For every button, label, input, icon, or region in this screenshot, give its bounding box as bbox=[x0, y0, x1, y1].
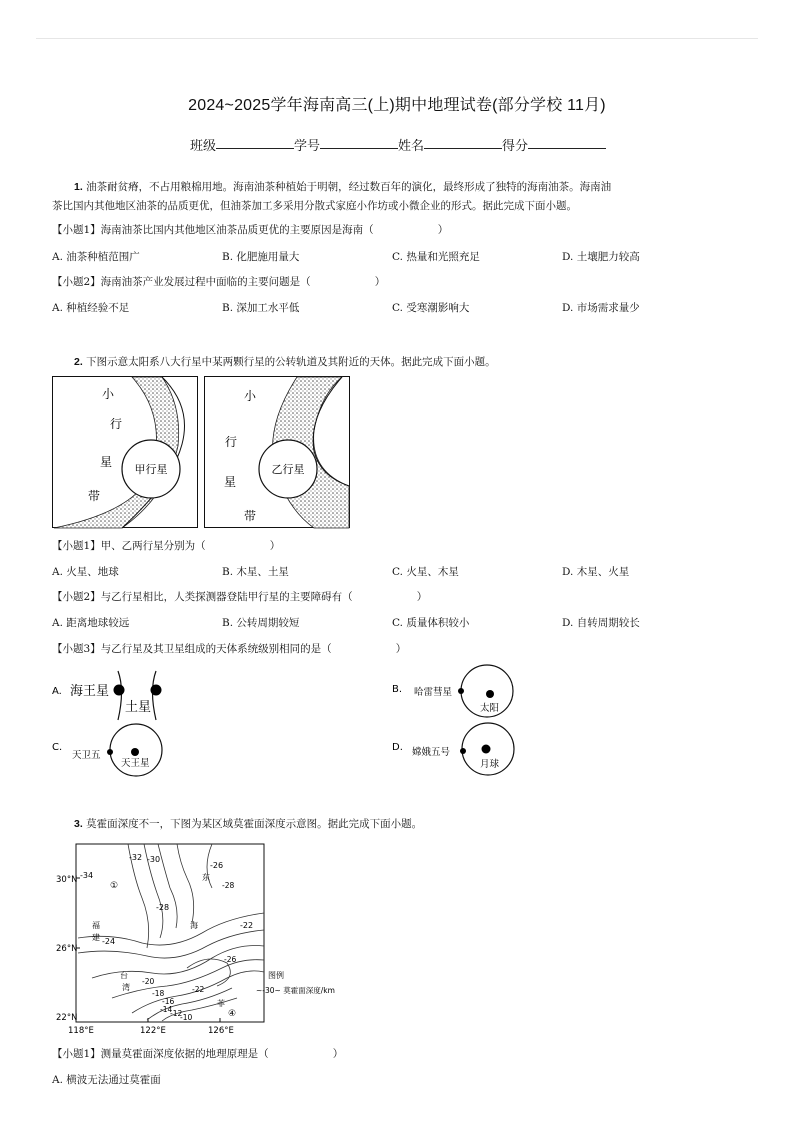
lon-122: 122°E bbox=[140, 1026, 166, 1036]
q2-sub2-option-c[interactable]: C. 质量体积较小 bbox=[392, 617, 470, 629]
q1-number: 1. bbox=[74, 181, 83, 193]
miranda-dot bbox=[107, 749, 113, 755]
moon-dot bbox=[482, 745, 491, 754]
place-jian: 建 bbox=[92, 933, 100, 942]
contour-label-32: -32 bbox=[129, 853, 143, 862]
q2-sub1-text: 【小题1】甲、乙两行星分别为（ bbox=[52, 540, 206, 552]
map-frame bbox=[76, 844, 264, 1022]
contour-label-34: -34 bbox=[80, 871, 94, 880]
contour-label-18: -18 bbox=[152, 989, 165, 998]
contour-label-22b: -22 bbox=[192, 985, 205, 994]
q1-sub1-close: ） bbox=[437, 224, 449, 236]
q2-sub1-options bbox=[52, 564, 732, 579]
q3-stem-text: 莫霍面深度不一，下图为某区域莫霍面深度示意图。据此完成下面小题。 bbox=[86, 818, 423, 830]
contour-label-30: -30 bbox=[147, 855, 161, 864]
place-1: ① bbox=[110, 881, 119, 891]
score-blank[interactable] bbox=[528, 135, 606, 149]
contour-label-28b: -28 bbox=[222, 881, 235, 890]
q2-sub3-option-c[interactable] bbox=[52, 722, 182, 778]
name-label: 姓名 bbox=[398, 138, 425, 153]
contour-label-24: -24 bbox=[102, 937, 116, 946]
option-c-label2: 天王星 bbox=[121, 758, 150, 769]
option-b-label1: 哈雷彗星 bbox=[414, 687, 453, 698]
option-a-label2: 土星 bbox=[125, 700, 152, 715]
q2-sub1-option-c[interactable]: C. 火星、木星 bbox=[392, 566, 459, 578]
contour-label-20: -20 bbox=[142, 977, 155, 986]
belt-char-b-2: 行 bbox=[225, 435, 238, 449]
option-b-letter: B. bbox=[392, 684, 403, 695]
name-blank[interactable] bbox=[424, 135, 502, 149]
q2-sub3-stem bbox=[52, 641, 406, 656]
q2-sub1-stem bbox=[52, 538, 280, 553]
q1-sub1-stem bbox=[52, 222, 448, 237]
neptune-dot bbox=[114, 685, 125, 696]
q1-sub1-text: 【小题1】海南油茶比国内其他地区油茶品质更优的主要原因是海南（ bbox=[52, 224, 374, 236]
contour-label-10: -10 bbox=[180, 1013, 193, 1022]
contour-label-22: -22 bbox=[240, 921, 254, 930]
option-b-label2: 太阳 bbox=[480, 703, 500, 714]
student-info-row bbox=[190, 135, 606, 154]
place-fu: 福 bbox=[92, 921, 100, 930]
legend-text: ~-30~ 莫霍面深度/km bbox=[256, 986, 335, 995]
lat-26: 26°N bbox=[56, 944, 78, 954]
q3-sub1-text: 【小题1】测量莫霍面深度依据的地理原理是（ bbox=[52, 1048, 269, 1060]
place-4: ④ bbox=[228, 1009, 237, 1019]
option-c-label1: 天卫五 bbox=[72, 750, 101, 761]
q1-sub1-option-a[interactable]: A. 油茶种植范围广 bbox=[52, 251, 140, 263]
q1-sub2-text: 【小题2】海南油茶产业发展过程中面临的主要问题是（ bbox=[52, 276, 311, 288]
place-dong: 东 bbox=[202, 873, 210, 882]
legend-title: 图例 bbox=[268, 971, 284, 980]
planet-b-label: 乙行星 bbox=[271, 463, 305, 476]
class-label: 班级 bbox=[190, 138, 217, 153]
option-a-label1: 海王星 bbox=[70, 684, 110, 699]
halley-dot bbox=[458, 688, 464, 694]
q1-stem-line1 bbox=[74, 178, 754, 196]
q1-sub2-options bbox=[52, 300, 732, 315]
belt-char-a-2: 行 bbox=[110, 417, 123, 431]
top-divider bbox=[36, 38, 758, 39]
q1-sub1-option-b[interactable]: B. 化肥施用量大 bbox=[222, 251, 300, 263]
q3-sub1-option-a[interactable]: A. 横波无法通过莫霍面 bbox=[52, 1074, 161, 1086]
belt-char-a-1: 小 bbox=[102, 387, 115, 401]
q2-stem-text: 下图示意太阳系八大行星中某两颗行星的公转轨道及其附近的天体。据此完成下面小题。 bbox=[86, 356, 496, 368]
q1-sub1-option-d[interactable]: D. 土壤肥力较高 bbox=[562, 251, 640, 263]
q2-sub2-option-b[interactable]: B. 公转周期较短 bbox=[222, 617, 300, 629]
q1-sub1-option-c[interactable]: C. 热量和光照充足 bbox=[392, 251, 480, 263]
score-label: 得分 bbox=[502, 138, 529, 153]
q1-stem-line2: 茶比国内其他地区油茶的品质更优，但油茶加工多采用分散式家庭小作坊或小微企业的形式。据此完成下面小题。 bbox=[52, 200, 577, 212]
q2-sub1-option-a[interactable]: A. 火星、地球 bbox=[52, 566, 119, 578]
q3-number: 3. bbox=[74, 818, 83, 830]
page-title: 2024~2025学年海南高三(上)期中地理试卷(部分学校 11月) bbox=[188, 97, 606, 114]
q2-sub2-option-a[interactable]: A. 距离地球较远 bbox=[52, 617, 130, 629]
q1-sub2-option-c[interactable]: C. 受寒潮影响大 bbox=[392, 302, 470, 314]
q2-sub3-option-a[interactable] bbox=[52, 670, 182, 726]
q2-sub3-option-b[interactable] bbox=[392, 664, 522, 720]
lat-30: 30°N bbox=[56, 875, 78, 885]
q2-figure-orbits bbox=[52, 376, 352, 530]
q2-sub2-option-d[interactable]: D. 自转周期较长 bbox=[562, 617, 640, 629]
uranus-dot bbox=[131, 748, 139, 756]
contour-label-12: -12 bbox=[170, 1009, 183, 1018]
option-d-letter: D. bbox=[392, 742, 403, 753]
contour-label-26b: -26 bbox=[224, 955, 237, 964]
place-wan: 湾 bbox=[122, 983, 130, 992]
q2-sub3-close: ） bbox=[395, 643, 407, 655]
option-d-label2: 月球 bbox=[480, 759, 500, 770]
q1-sub2-option-a[interactable]: A. 种植经验不足 bbox=[52, 302, 130, 314]
place-tai: 台 bbox=[120, 971, 128, 980]
q1-sub2-stem bbox=[52, 274, 385, 289]
id-blank[interactable] bbox=[320, 135, 398, 149]
q2-sub3-option-d[interactable] bbox=[392, 722, 522, 778]
q3-moho-map bbox=[52, 838, 352, 1038]
q2-sub2-stem bbox=[52, 589, 427, 604]
id-label: 学号 bbox=[294, 138, 321, 153]
q2-sub1-close: ） bbox=[269, 540, 281, 552]
saturn-dot bbox=[151, 685, 162, 696]
q2-sub1-option-d[interactable]: D. 木星、火星 bbox=[562, 566, 630, 578]
q2-sub2-options bbox=[52, 615, 732, 630]
option-c-letter: C. bbox=[52, 742, 63, 753]
q2-sub1-option-b[interactable]: B. 木星、土星 bbox=[222, 566, 289, 578]
q3-stem bbox=[74, 815, 754, 833]
contour-label-16: -16 bbox=[162, 997, 175, 1006]
q2-sub3-text: 【小题3】与乙行星及其卫星组成的天体系统级别相同的是（ bbox=[52, 643, 332, 655]
q2-number: 2. bbox=[74, 356, 83, 368]
place-hai: 海 bbox=[190, 921, 198, 930]
q2-sub2-close: ） bbox=[416, 591, 428, 603]
belt-char-b-4: 带 bbox=[244, 509, 257, 523]
q1-sub2-option-b[interactable]: B. 深加工水平低 bbox=[222, 302, 300, 314]
q1-stem-text1: 油茶耐贫瘠，不占用粮棉用地。海南油茶种植始于明朝，经过数百年的演化，最终形成了独特的海南油茶。海南油 bbox=[86, 181, 612, 193]
belt-char-a-3: 星 bbox=[100, 455, 113, 469]
q1-sub1-options bbox=[52, 249, 732, 264]
lon-118: 118°E bbox=[68, 1026, 94, 1036]
option-a-letter: A. bbox=[52, 686, 62, 697]
q2-sub2-text: 【小题2】与乙行星相比，人类探测器登陆甲行星的主要障碍有（ bbox=[52, 591, 353, 603]
belt-char-a-4: 带 bbox=[88, 489, 101, 503]
contour-label-14: -14 bbox=[160, 1005, 173, 1014]
lon-126: 126°E bbox=[208, 1026, 234, 1036]
belt-char-b-3: 星 bbox=[224, 475, 237, 489]
q3-sub1-stem bbox=[52, 1046, 343, 1061]
belt-char-b-1: 小 bbox=[244, 389, 257, 403]
q1-sub2-close: ） bbox=[374, 276, 386, 288]
place-fei: 菲 bbox=[217, 999, 225, 1008]
q3-sub1-options bbox=[52, 1072, 352, 1087]
class-blank[interactable] bbox=[216, 135, 294, 149]
change5-dot bbox=[460, 748, 466, 754]
contour-label-26: -26 bbox=[210, 861, 224, 870]
q2-stem bbox=[74, 353, 754, 371]
q1-sub2-option-d[interactable]: D. 市场需求量少 bbox=[562, 302, 640, 314]
option-d-label1: 嫦娥五号 bbox=[412, 747, 451, 758]
q3-sub1-close: ） bbox=[332, 1048, 344, 1060]
sun-dot bbox=[486, 690, 494, 698]
lat-22: 22°N bbox=[56, 1013, 78, 1023]
planet-a-label: 甲行星 bbox=[134, 463, 168, 476]
contour-label-28: -28 bbox=[156, 903, 170, 912]
